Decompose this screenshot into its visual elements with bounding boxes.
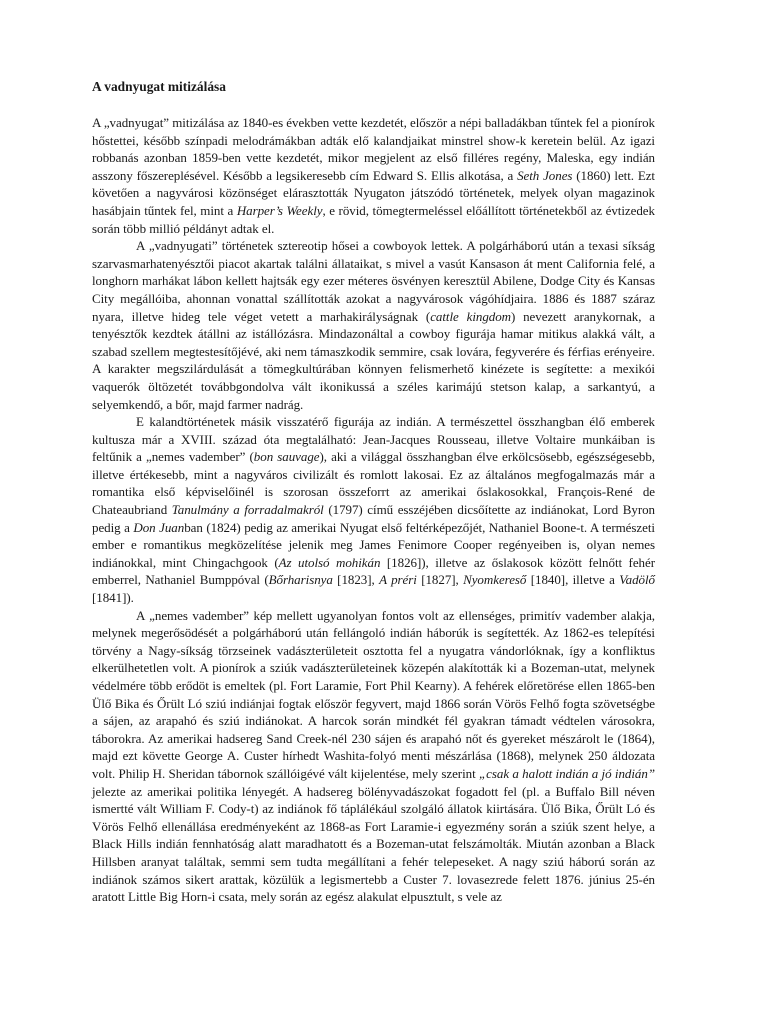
text-run: jelezte az amerikai politika lényegét. A hadsereg bölényvadászokat fogadott fel (pl. a Buffalo Bill néven ismertté vált William F. Cody-t) az indiánok fő táplálékául szolgáló állatok kiirtására. Ülő Bika, Őrült Ló és Vörös Felhő ellenállása eredményeként az 1868-as Fort Laramie-i egyezmény során a sziúk szent helye, a Black Hills indián fennhatóság alatt maradhatott és a Bozeman-utat felszámolták. Miután azonban a Black Hillsben aranyat találtak, semmi sem tudta megállítani a fehér telepeseket. A nagy sziú háború során az indiánok számos sikert arattak, közülük a legismertebb a Custer 7. lovasezrede felett 1876. június 25-én aratott Little Big Horn-i csata, mely során az egész alakulat elpusztult, s vele az: [92, 783, 655, 905]
text-run: [1827],: [416, 572, 464, 588]
italic-run: Nyomkereső: [463, 572, 527, 588]
paragraph-3: [92, 413, 655, 607]
italic-run: Bőrharisnya: [268, 572, 333, 588]
text-run: [1823],: [332, 572, 380, 588]
italic-run: bon sauvage: [253, 449, 320, 465]
text-run: A „nemes vadember” kép mellett ugyanolyan fontos volt az ellenséges, primitív vadember alakja, melynek megerősödését a polgárháború után fellángoló indián háborúk is segítették. Az 1862-es telepítési törvény a Nagy-síkság törzseinek vadászterületeit osztotta fel a nyugatra vándorlóknak, így a konfliktus elkerülhetetlen volt. A pionírok a sziúk vadászterületeinek közepén alakították ki a Bozeman-utat, melynek védelmére több erődöt is emeltek (pl. Fort Laramie, Fort Phil Kearny). A fehérek előretörése ellen 1865-ben Ülő Bika és Őrült Ló sziú indiánjai fogtak először fegyvert, majd 1866 során Vörös Felhő fogta szövetségbe a sájen, az arapahó és sziú indiánokat. A harcok során mindkét fél gyakran támadt védtelen városokra, táborokra. Az amerikai hadsereg Sand Creek-nél 230 sájen és arapahó nőt és gyereket mészárolt le (1864), majd ezt követte George A. Custer hírhedt Washita-folyó menti mészárlása (1868), melynek 250 áldozata volt. Philip H. Sheridan tábornok szállóigévé vált kijelentése, mely szerint: [92, 607, 655, 781]
document-page: [92, 78, 655, 906]
text-run: [1840], illetve a: [526, 572, 620, 588]
paragraph-1: [92, 114, 655, 237]
text-run: (1797) című esszéjében dicsőítette az indiánokat, Lord Byron pedig a: [92, 502, 656, 535]
italic-run: cattle kingdom: [430, 308, 512, 324]
text-run: [1841]).: [92, 590, 134, 606]
text-run: ban (1824) pedig az amerikai Nyugat első feltérképezőjét, Nathaniel Boone-t. A természeti ember e romantikus megközelítése jelenik meg James Fenimore Cooper regényeiben is, olyan nemes indiánokkal, mint Chingachgook (: [92, 519, 655, 570]
paragraph-4: [92, 607, 655, 906]
text-run: (1860) lett. Ezt követően a nagyvárosi közönséget elárasztották Nyugaton játszódó történetek, melyek olyan magazinok hasábjain tűntek fel, mint a: [92, 167, 655, 218]
page-title: A vadnyugat mitizálása: [92, 79, 226, 94]
italic-run: Don Juan: [133, 519, 185, 535]
italic-run: Az utolsó mohikán: [278, 554, 381, 570]
italic-run: Tanulmány a forradalmakról: [171, 502, 324, 518]
italic-run: Harper’s Weekly: [236, 202, 323, 218]
text-run: E kalandtörténetek másik visszatérő figurája az indián. A természettel összhangban élő emberek kultusza már a XVIII. század óta megtalálható: Jean-Jacques Rousseau, illetve Voltaire munkáiban is feltűnik a „nemes vadember” (: [92, 414, 655, 465]
italic-run: „csak a halott indián a jó indián”: [478, 765, 656, 781]
text-run: ), aki a világgal összhangban élve erkölcsösebb, egészségesebb, illetve értékesebb, mint a nagyváros civilizált és romlott lakosai. Ez az általános megfogalmazás már a romantika első képviselőinél is szorosan összeforrt az amerikai őslakosokkal, François-René de Chateaubriand: [92, 449, 655, 518]
text-run: A „vadnyugat” mitizálása az 1840-es években vette kezdetét, először a népi balladákban tűntek fel a pionírok hőstettei, később színpadi melodrámákban adták elő kalandjaikat minstrel show-k keretein belül. Az igazi robbanás azonban 1859-ben vette kezdetét, mikor megjelent az első filléres regény, Maleska, egy indián asszony főszereplésével. Később a legsikeresebb cím Edward S. Ellis alkotása, a: [92, 115, 655, 183]
text-run: , e rövid, tömegtermeléssel előállított történetekből az évtizedek során több millió példányt adtak el.: [92, 202, 655, 236]
italic-run: Seth Jones: [517, 167, 573, 183]
text-run: [1826]), illetve az őslakosok között felnőtt fehér emberrel, Nathaniel Bumppóval (: [92, 554, 656, 588]
text-run: A „vadnyugati” történetek sztereotip hősei a cowboyok lettek. A polgárháború után a texasi síkság szarvasmarhatenyésztői piacot akartak találni állataikat, s mivel a vasút Kansason át ment California felé, a longhorn marhákat lábon kellett hajtsák egy ezer méteres ösvényen keresztül Abilene, Dodge City és Kansas City megállóiba, ahonnan vonattal szállították azokat a nagyvárosok vágóhídjaira. 1886 és 1887 száraz nyara, illetve hideg tele véget vetett a marhakirályságnak (: [92, 238, 655, 324]
text-run: ) nevezett aranykornak, a tenyésztők kezdtek átállni az istállózásra. Mindazonáltal a cowboy figurája hamar mitikus alakká vált, a szabad szellem megtestesítőjévé, aki nem támaszkodik semmire, csak lovára, fegyverére és férfias erényeire. A karakter megszilárdulását a tömegkultúrában könnyen felismerhető kinézete is segítette: a mexikói vaquerók öltözetét továbbgondolva vált ikonikussá a széles karimájú stetson kalap, a sarkantyú, a selyemkendő, a bőr, majd farmer nadrág.: [92, 308, 655, 412]
italic-run: Vadölő: [619, 572, 655, 588]
paragraph-2: [92, 237, 655, 413]
italic-run: A préri: [379, 572, 417, 588]
